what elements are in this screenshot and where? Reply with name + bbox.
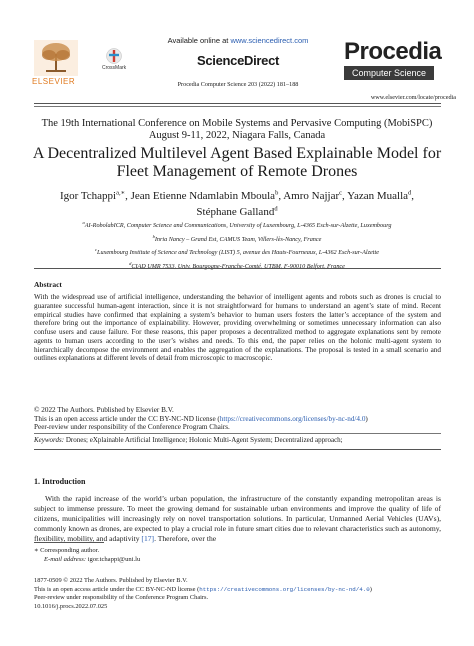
procedia-wordmark: Procedia xyxy=(344,38,442,65)
conference-date-place: August 9-11, 2022, Niagara Falls, Canada xyxy=(148,130,326,141)
author-5[interactable]: Stéphane Galland$^d$ xyxy=(196,205,278,219)
paper-title xyxy=(30,145,444,181)
author-2[interactable]: Jean Etienne Ndamlabin Mboula$^b$, xyxy=(130,189,284,202)
footnote xyxy=(34,546,334,564)
keywords xyxy=(34,436,441,445)
computer-science-band: Computer Science xyxy=(344,66,434,80)
abstract-heading: Abstract xyxy=(34,280,62,289)
elsevier-tree-icon xyxy=(34,40,78,76)
availability-line xyxy=(138,36,338,45)
title-line-2: Fleet Management of Remote Drones xyxy=(116,163,358,180)
journal-url[interactable]: www.elsevier.com/locate/procedia xyxy=(370,94,456,101)
citation-link[interactable]: [17] xyxy=(141,533,155,543)
affiliation-list xyxy=(30,218,444,272)
conference-name: The 19th International Conference on Mobile Systems and Pervasive Computing (MobiSPC) xyxy=(41,118,433,129)
email-note: E-mail address: igor.tchappi@uni.lu xyxy=(44,556,141,563)
author-1[interactable]: Igor Tchappi$^{a,∗}$, xyxy=(59,189,131,202)
author-list xyxy=(30,186,444,219)
footer-license-line: This is an open access article under the CC BY-NC-ND license (https://creativecommons.org/licenses/by-nc-nd/4.0) xyxy=(34,585,372,593)
procedia-logo xyxy=(344,39,444,84)
corresponding-author-note: ∗ Corresponding author. xyxy=(34,547,100,554)
title-line-1: A Decentralized Multilevel Agent Based Explainable Model for xyxy=(32,145,442,162)
keywords-rule-bottom xyxy=(34,449,441,450)
header-rule-bottom xyxy=(34,106,441,107)
license-line: This is an open access article under the CC BY-NC-ND license (https://creativecommons.org/licenses/by-nc-nd/4.0) xyxy=(34,414,368,423)
header-rule-top xyxy=(34,103,441,104)
sciencedirect-wordmark: ScienceDirect xyxy=(196,53,280,68)
author-3[interactable]: Amro Najjar$^c$, xyxy=(283,189,348,202)
affiliation-d: $^d$CIAD UMR 7533, Univ. Bourgogne-Franche-Comté, UTBM, F-90010 Belfort, France xyxy=(129,260,345,270)
journal-header xyxy=(32,28,456,101)
section-heading-introduction: 1. Introduction xyxy=(34,477,86,486)
author-email[interactable]: igor.tchappi@uni.lu xyxy=(86,556,141,563)
footer-issn-line: 1877-0509 © 2022 The Authors. Published by Elsevier B.V. xyxy=(34,577,188,584)
copyright-line: © 2022 The Authors. Published by Elsevier B.V. xyxy=(34,406,174,414)
elsevier-word: ELSEVIER xyxy=(32,77,76,86)
affiliation-a: $^a$AI-RobolabICR, Computer Science and Communications, University of Luxembourg, L-4365 Esch-sur-Alzette, Luxembourg xyxy=(82,220,392,230)
introduction-paragraph: With the rapid increase of the world’s urban population, the infrastructure of the constantly expanding metropolitan areas is subject to immense pressure. To meet the growing demand for sustainable urban environments and improve the quality of life of citizens, municipalities will increasingly rely on novel transportation solutions. In particular, Unmanned Aerial Vehicles (UAVs), commonly known as drones, are expected to play a crucial role in future smart cities due to relevant characteristics such as autonomy, flexibility, mobility, and adaptivity [17]. Therefore, over the xyxy=(34,494,441,543)
keywords-rule-top xyxy=(34,433,441,434)
conference-info xyxy=(30,118,444,142)
crossmark-icon xyxy=(106,48,122,64)
peer-review-line: Peer-review under responsibility of the Conference Program Chairs. xyxy=(34,423,230,432)
license-link[interactable]: https://creativecommons.org/licenses/by-nc-nd/4.0 xyxy=(219,414,366,423)
keywords-label: Keywords: xyxy=(34,436,65,444)
footer-peer-review-line: Peer-review under responsibility of the Conference Program Chairs. xyxy=(34,594,209,602)
license-block xyxy=(34,406,441,432)
affiliation-b: $^b$Inria Nancy – Grand Est, CAMUS Team, Villers-lès-Nancy, France xyxy=(152,233,322,243)
crossmark-badge[interactable] xyxy=(102,48,126,71)
footnote-rule xyxy=(34,542,104,543)
journal-citation: Procedia Computer Science 203 (2022) 181–188 xyxy=(177,81,299,88)
abstract-text: With the widespread use of artificial intelligence, understanding the behavior of intelligent agents and robots such as drones is crucial to guarantee successful human-agent interaction, since it is not straightforward for humans to understand an agent’s state of mind. Recent empirical studies have confirmed that explaining a system’s behavior to human users fosters the latter’s acceptance of the system and therefore bring out the importance of explainability. However, providing overwhelming or sometimes unnecessary information can also confuse users and cause failure. For these reasons, this paper proposes a decentralized method to aggregate explanations sent by remote agents to human users according to the user’s wishes and needs. To this end, the paper relies on the holonic multi-agent system to hierarchically decompose the environment and enables the aggregation of the explanations. The proposal is tested in a small scenario and outlines explanations at different levels of detail from microscopic to macroscopic. xyxy=(34,293,441,363)
sciencedirect-link[interactable]: www.sciencedirect.com xyxy=(230,36,309,45)
elsevier-logo xyxy=(34,40,78,86)
page-footer xyxy=(34,577,441,611)
crossmark-label: CrossMark xyxy=(102,65,127,71)
availability-prefix: Available online at xyxy=(167,36,231,45)
keywords-text: Drones; eXplainable Artificial Intelligence; Holonic Multi-Agent System; Decentralized approach; xyxy=(64,436,343,444)
affiliation-c: $^c$Luxembourg Institute of Science and Technology (LIST) 5, avenue des Hauts-Fourneaux, L-4362 Esch-sur-Alzette xyxy=(95,247,379,257)
author-4[interactable]: Yazan Mualla$^d$, xyxy=(347,189,415,202)
footer-license-link[interactable]: https://creativecommons.org/licenses/by-nc-nd/4.0 xyxy=(199,585,370,593)
doi[interactable]: 10.1016/j.procs.2022.07.025 xyxy=(34,602,108,610)
abstract-rule-top xyxy=(34,268,441,269)
